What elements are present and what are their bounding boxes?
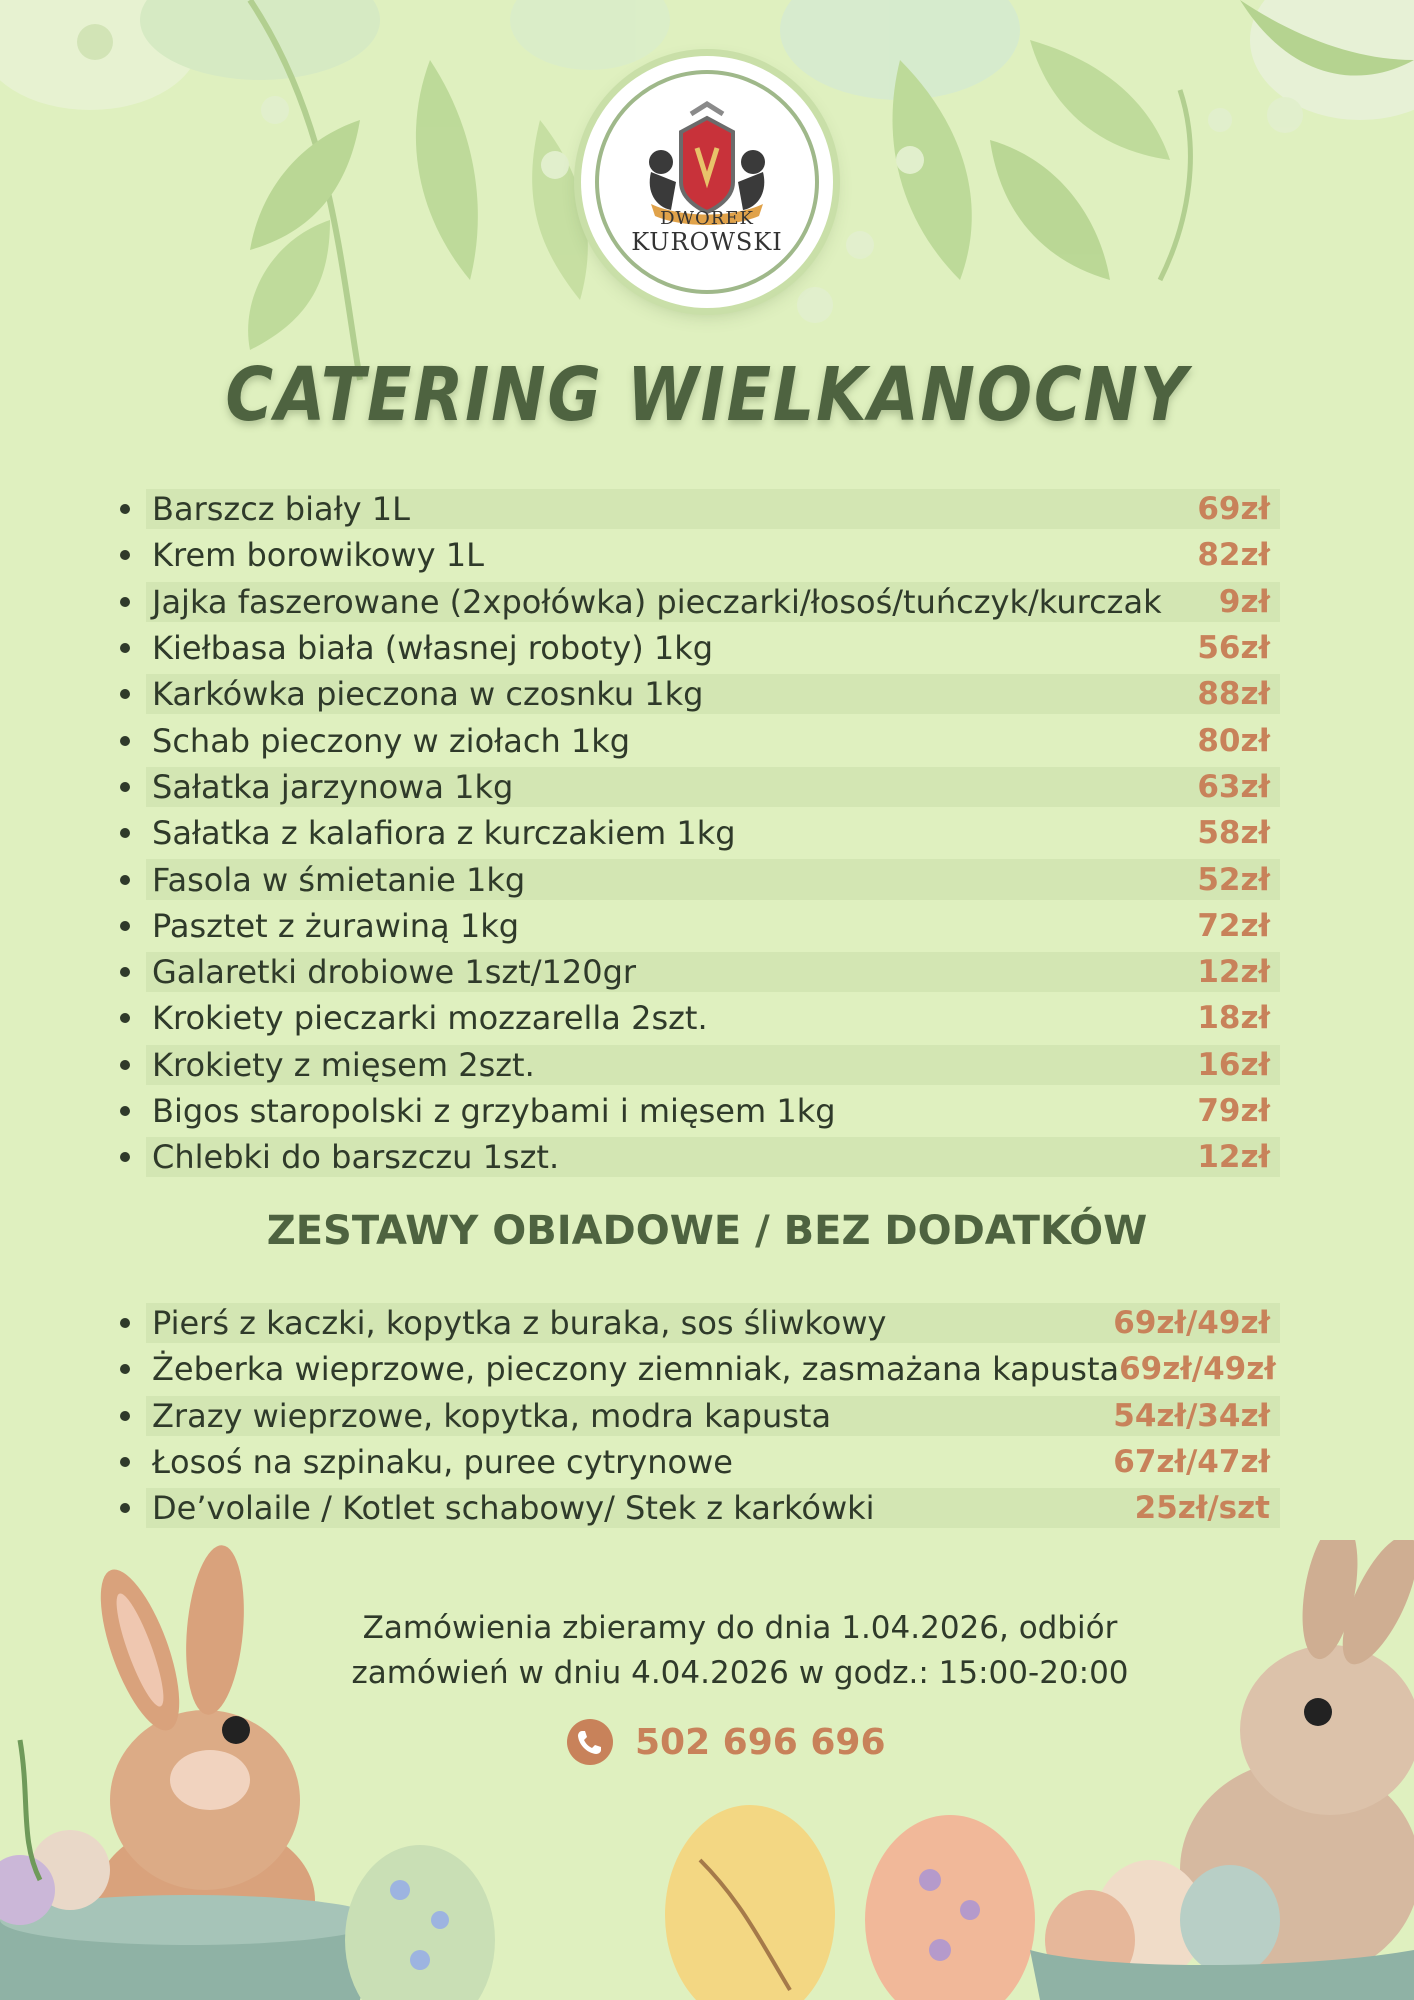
- bullet-icon: [120, 967, 130, 977]
- logo-line1: DWOREK: [660, 208, 754, 229]
- bullet-icon: [120, 1152, 130, 1162]
- lunch-sets-list: [120, 1300, 1280, 1531]
- bullet-icon: [120, 782, 130, 792]
- item-price: 25zł/szt: [1134, 1490, 1270, 1527]
- menu-item-row: [120, 1134, 1280, 1180]
- item-price: 12zł: [1197, 954, 1270, 991]
- item-name: Kiełbasa biała (własnej roboty) 1kg: [152, 629, 714, 668]
- item-name: Krem borowikowy 1L: [152, 536, 484, 575]
- item-name: Sałatka jarzynowa 1kg: [152, 767, 514, 806]
- item-price: 69zł/49zł: [1113, 1305, 1270, 1342]
- menu-item-row: [120, 579, 1280, 625]
- item-name: Barszcz biały 1L: [152, 490, 410, 529]
- item-price: 72zł: [1197, 907, 1270, 944]
- item-price: 69zł/49zł: [1119, 1351, 1276, 1388]
- menu-item-row: [120, 856, 1280, 902]
- lunch-set-row: [120, 1485, 1280, 1531]
- item-name: Chlebki do barszczu 1szt.: [152, 1138, 560, 1177]
- item-price: 52zł: [1197, 861, 1270, 898]
- section-title: ZESTAWY OBIADOWE / BEZ DODATKÓW: [266, 1208, 1148, 1254]
- item-name: De’volaile / Kotlet schabowy/ Stek z karkówki: [152, 1489, 875, 1528]
- easter-decoration: [0, 1540, 1414, 2000]
- lunch-set-row: [120, 1439, 1280, 1485]
- item-name: Pasztet z żurawiną 1kg: [152, 906, 520, 945]
- item-price: 69zł: [1197, 491, 1270, 528]
- menu-item-row: [120, 717, 1280, 763]
- lunch-set-row: [120, 1300, 1280, 1346]
- menu-item-row: [120, 671, 1280, 717]
- bullet-icon: [120, 1364, 130, 1374]
- item-name: Krokiety z mięsem 2szt.: [152, 1045, 535, 1084]
- catering-items-list: [120, 486, 1280, 1180]
- page-title: CATERING WIELKANOCNY: [225, 352, 1189, 438]
- bullet-icon: [120, 597, 130, 607]
- bullet-icon: [120, 921, 130, 931]
- menu-item-row: [120, 949, 1280, 995]
- bullet-icon: [120, 1106, 130, 1116]
- item-price: 12zł: [1197, 1139, 1270, 1176]
- item-price: 58zł: [1197, 815, 1270, 852]
- bullet-icon: [120, 828, 130, 838]
- item-name: Zrazy wieprzowe, kopytka, modra kapusta: [152, 1396, 832, 1435]
- menu-item-row: [120, 810, 1280, 856]
- order-info-line2: zamówień w dniu 4.04.2026 w godz.: 15:00-20:00: [351, 1655, 1129, 1691]
- bullet-icon: [120, 550, 130, 560]
- phone-number: 502 696 696: [635, 1721, 886, 1763]
- menu-item-row: [120, 486, 1280, 532]
- item-price: 79zł: [1197, 1093, 1270, 1129]
- item-name: Pierś z kaczki, kopytka z buraka, sos śliwkowy: [152, 1304, 887, 1343]
- menu-item-row: [120, 903, 1280, 949]
- bullet-icon: [120, 1060, 130, 1070]
- item-name: Krokiety pieczarki mozzarella 2szt.: [152, 999, 708, 1038]
- lunch-set-row: [120, 1393, 1280, 1439]
- item-name: Galaretki drobiowe 1szt/120gr: [152, 953, 637, 992]
- item-price: 9zł: [1218, 583, 1270, 620]
- bullet-icon: [120, 736, 130, 746]
- bullet-icon: [120, 1503, 130, 1513]
- bullet-icon: [120, 875, 130, 885]
- menu-item-row: [120, 1042, 1280, 1088]
- item-price: 88zł: [1197, 676, 1270, 713]
- item-price: 54zł/34zł: [1113, 1397, 1270, 1434]
- item-name: Fasola w śmietanie 1kg: [152, 860, 526, 899]
- item-price: 16zł: [1197, 1046, 1270, 1083]
- bullet-icon: [120, 689, 130, 699]
- item-name: Łosoś na szpinaku, puree cytrynowe: [152, 1443, 733, 1482]
- menu-item-row: [120, 1088, 1280, 1134]
- item-price: 56zł: [1197, 630, 1270, 667]
- logo-badge: [581, 56, 833, 308]
- item-name: Schab pieczony w ziołach 1kg: [152, 721, 631, 760]
- menu-item-row: [120, 532, 1280, 578]
- bullet-icon: [120, 1411, 130, 1421]
- bullet-icon: [120, 504, 130, 514]
- item-name: Jajka faszerowane (2xpołówka) pieczarki/łosoś/tuńczyk/kurczak: [152, 582, 1162, 621]
- order-info-line1: Zamówienia zbieramy do dnia 1.04.2026, odbiór: [362, 1610, 1118, 1646]
- item-price: 82zł: [1197, 537, 1270, 574]
- lunch-set-row: [120, 1346, 1280, 1392]
- menu-item-row: [120, 764, 1280, 810]
- menu-item-row: [120, 625, 1280, 671]
- item-price: 67zł/47zł: [1113, 1444, 1270, 1481]
- bullet-icon: [120, 643, 130, 653]
- item-name: Żeberka wieprzowe, pieczony ziemniak, zasmażana kapusta: [152, 1350, 1120, 1389]
- item-name: Karkówka pieczona w czosnku 1kg: [152, 675, 704, 714]
- item-price: 18zł: [1197, 1000, 1270, 1037]
- menu-item-row: [120, 995, 1280, 1041]
- bullet-icon: [120, 1318, 130, 1328]
- item-price: 63zł: [1197, 768, 1270, 805]
- item-name: Sałatka z kalafiora z kurczakiem 1kg: [152, 814, 736, 853]
- item-name: Bigos staropolski z grzybami i mięsem 1kg: [152, 1092, 836, 1130]
- bullet-icon: [120, 1013, 130, 1023]
- logo-line2: KUROWSKI: [631, 228, 783, 256]
- bullet-icon: [120, 1457, 130, 1467]
- item-price: 80zł: [1197, 722, 1270, 759]
